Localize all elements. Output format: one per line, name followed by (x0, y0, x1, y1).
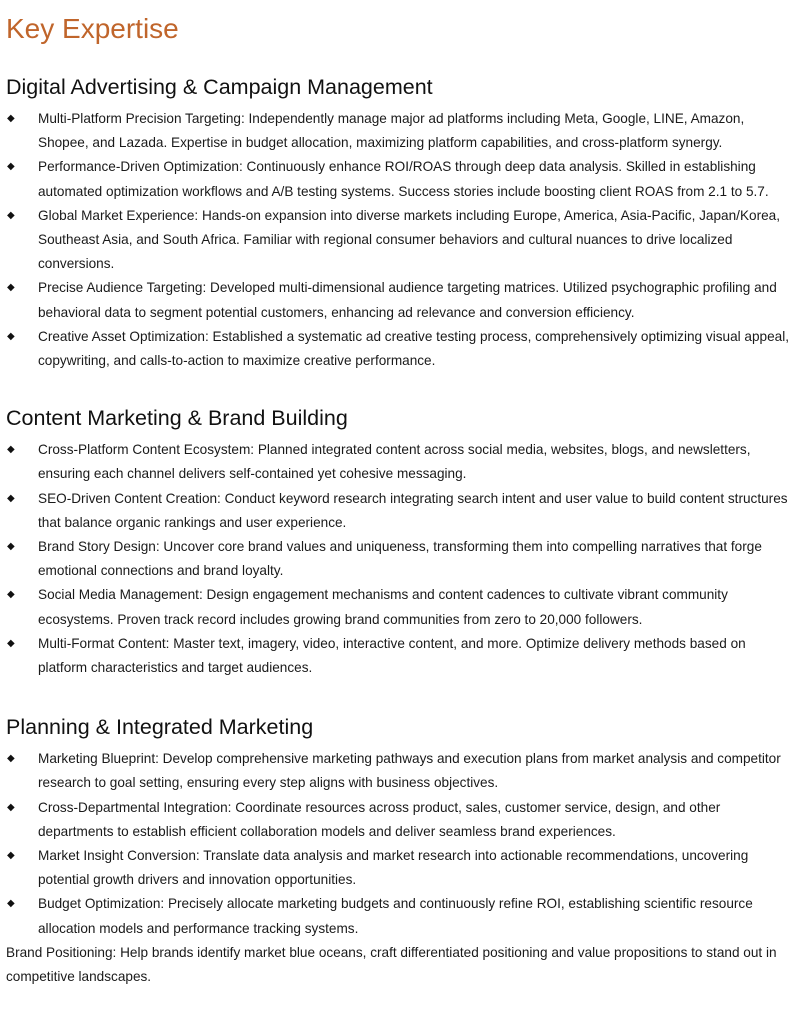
list-item-text: Brand Story Design: Uncover core brand values and uniqueness, transforming them into compelling narratives that forge emotional connections and brand loyalty. (38, 539, 762, 579)
list-item-text: Cross-Departmental Integration: Coordinate resources across product, sales, customer service, design, and other departments to establish efficient collaboration models and deliver seamless brand experiences. (38, 799, 721, 839)
diamond-bullet-icon: ◆ (7, 541, 15, 553)
list-item-text: Marketing Blueprint: Develop comprehensive marketing pathways and execution plans from market analysis and competitor research to goal setting, ensuring every step aligns with business objectives. (38, 751, 781, 791)
diamond-bullet-icon: ◆ (7, 589, 15, 601)
list-item (6, 892, 793, 940)
list-item (6, 487, 793, 535)
list-item (6, 844, 793, 892)
section-heading: Content Marketing & Brand Building (6, 406, 348, 431)
bullet-list (6, 747, 793, 941)
trailing-paragraph: Brand Positioning: Help brands identify market blue oceans, craft differentiated positioning and value propositions to stand out in competitive landscapes. (6, 944, 777, 985)
diamond-bullet-icon: ◆ (7, 801, 15, 813)
section-planning-integrated (6, 712, 793, 989)
diamond-bullet-icon: ◆ (7, 444, 15, 456)
list-item (6, 276, 793, 324)
section-content-marketing (6, 403, 793, 680)
diamond-bullet-icon: ◆ (7, 850, 15, 862)
list-item (6, 796, 793, 844)
section-digital-advertising (6, 72, 793, 373)
list-item (6, 204, 793, 277)
list-item-text: Budget Optimization: Precisely allocate marketing budgets and continuously refine ROI, establishing scientific resource allocation models and performance tracking systems. (38, 896, 753, 936)
list-item-text: Market Insight Conversion: Translate data analysis and market research into actionable recommendations, uncovering potential growth drivers and innovation opportunities. (38, 848, 749, 888)
section-heading: Digital Advertising & Campaign Management (6, 75, 433, 99)
diamond-bullet-icon: ◆ (7, 492, 15, 504)
list-item-text: Performance-Driven Optimization: Continuously enhance ROI/ROAS through deep data analysis. Skilled in establishing automated optimization workflows and A/B testing systems. Success stories include boosting client ROAS from 2.1 to 5.7. (38, 159, 769, 199)
diamond-bullet-icon: ◆ (7, 637, 15, 649)
list-item-text: Creative Asset Optimization: Established a systematic ad creative testing process, comprehensively optimizing visual appeal, copywriting, and calls-to-action to maximize creative performance. (38, 328, 790, 369)
diamond-bullet-icon: ◆ (7, 282, 15, 294)
diamond-bullet-icon: ◆ (7, 753, 15, 765)
diamond-bullet-icon: ◆ (7, 113, 15, 124)
diamond-bullet-icon: ◆ (7, 898, 15, 910)
list-item-text: Multi-Format Content: Master text, imagery, video, interactive content, and more. Optimize delivery methods based on platform characteristics and target audiences. (38, 635, 746, 676)
list-item (6, 438, 793, 486)
page-title: Key Expertise (6, 13, 179, 44)
list-item-text: SEO-Driven Content Creation: Conduct keyword research integrating search intent and user value to build content structures that balance organic rankings and user experience. (38, 490, 788, 530)
diamond-bullet-icon: ◆ (7, 161, 15, 173)
diamond-bullet-icon: ◆ (7, 330, 15, 342)
list-item (6, 583, 793, 631)
bullet-list (6, 438, 793, 680)
list-item-text: Precise Audience Targeting: Developed multi-dimensional audience targeting matrices. Utilized psychographic profiling and behavioral data to segment potential customers, enhancing ad relevance and conversion efficiency. (38, 280, 777, 320)
list-item-text: Cross-Platform Content Ecosystem: Planned integrated content across social media, websites, blogs, and newsletters, ensuring each channel delivers self-contained yet cohesive messaging. (38, 442, 751, 482)
list-item-text: Multi-Platform Precision Targeting: Independently manage major ad platforms including Meta, Google, LINE, Amazon, Shopee, and Lazada. Expertise in budget allocation, maximizing platform capabilities, and cross-platform synergy. (38, 111, 745, 151)
list-item (6, 632, 793, 680)
list-item-text: Social Media Management: Design engagement mechanisms and content cadences to cultivate vibrant community ecosystems. Proven track record includes growing brand communities from zero to 20,000 followers. (38, 587, 728, 627)
list-item (6, 325, 793, 373)
list-item (6, 155, 793, 203)
diamond-bullet-icon: ◆ (7, 209, 15, 221)
list-item (6, 535, 793, 583)
list-item (6, 107, 793, 155)
list-item-text: Global Market Experience: Hands-on expansion into diverse markets including Europe, America, Asia-Pacific, Japan/Korea, Southeast Asia, and South Africa. Familiar with regional consumer behaviors and cultural nuances to drive localized conversions. (38, 207, 780, 272)
section-heading: Planning & Integrated Marketing (6, 715, 314, 740)
list-item (6, 747, 793, 795)
bullet-list (6, 107, 793, 373)
